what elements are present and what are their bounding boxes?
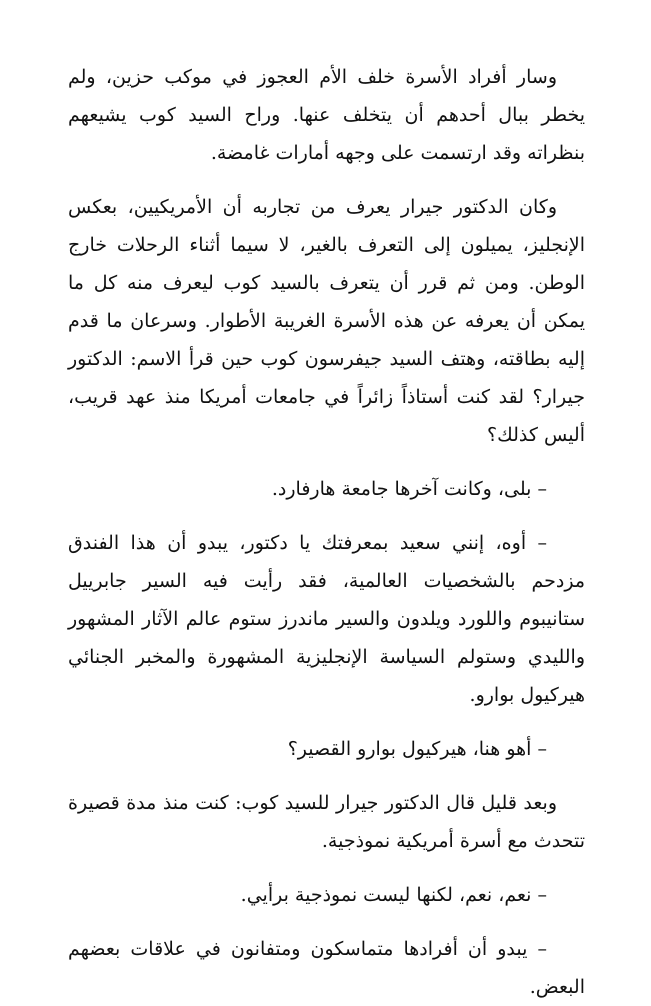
dialog-line-poirot: – أهو هنا، هيركيول بوارو القصير؟ [287, 738, 547, 760]
dialog-line-harvard: – بلى، وكانت آخرها جامعة هارفارد. [271, 478, 547, 500]
paragraph-procession: وسار أفراد الأسرة خلف الأم العجوز في موكب حزين، ولم يخطر ببال أحدهم أن يتخلف عنها. وراح السيد كوب يشيعهم بنظراته وقد ارتسمت على وجهه أمارات غامضة. [68, 66, 585, 164]
paragraph-dr-gerard-introduction: وكان الدكتور جيرار يعرف من تجاربه أن الأمريكيين، بعكس الإنجليز، يميلون إلى التعرف بالغير، لا سيما أثناء الرحلات خارج الوطن. ومن ثم قرر أن يتعرف بالسيد كوب ليعرف منه كل ما يمكن أن يعرفه عن هذه الأسرة الغريبة الأطوار. وسرعان ما قدم إليه بطاقته، وهتف السيد جيفرسون كوب حين قرأ الاسم: الدكتور جيرار؟ لقد كنت أستاذاً زائراً في جامعات أمريكا منذ عهد قريب، أليس كذلك؟ [68, 196, 585, 446]
dialog-line-cohesive-family: – يبدو أن أفرادها متماسكون ومتفانون في علاقات بعضهم البعض. [68, 938, 585, 998]
paragraph-typical-family: وبعد قليل قال الدكتور جيرار للسيد كوب: كنت منذ مدة قصيرة تتحدث مع أسرة أمريكية نموذجية. [68, 792, 585, 852]
dialog-line-hotel-guests: – أوه، إنني سعيد بمعرفتك يا دكتور، يبدو أن هذا الفندق مزدحم بالشخصيات العالمية، فقد رأيت فيه السير جابرييل ستانيبوم واللورد ويلدون والسير ماندرز ستوم عالم الآثار المشهور والليدي وستولم السياسة الإنجليزية المشهورة والمخبر الجنائي هيركيول بوارو. [68, 532, 585, 706]
dialog-line-not-typical: – نعم، نعم، لكنها ليست نموذجية برأيي. [240, 884, 547, 906]
